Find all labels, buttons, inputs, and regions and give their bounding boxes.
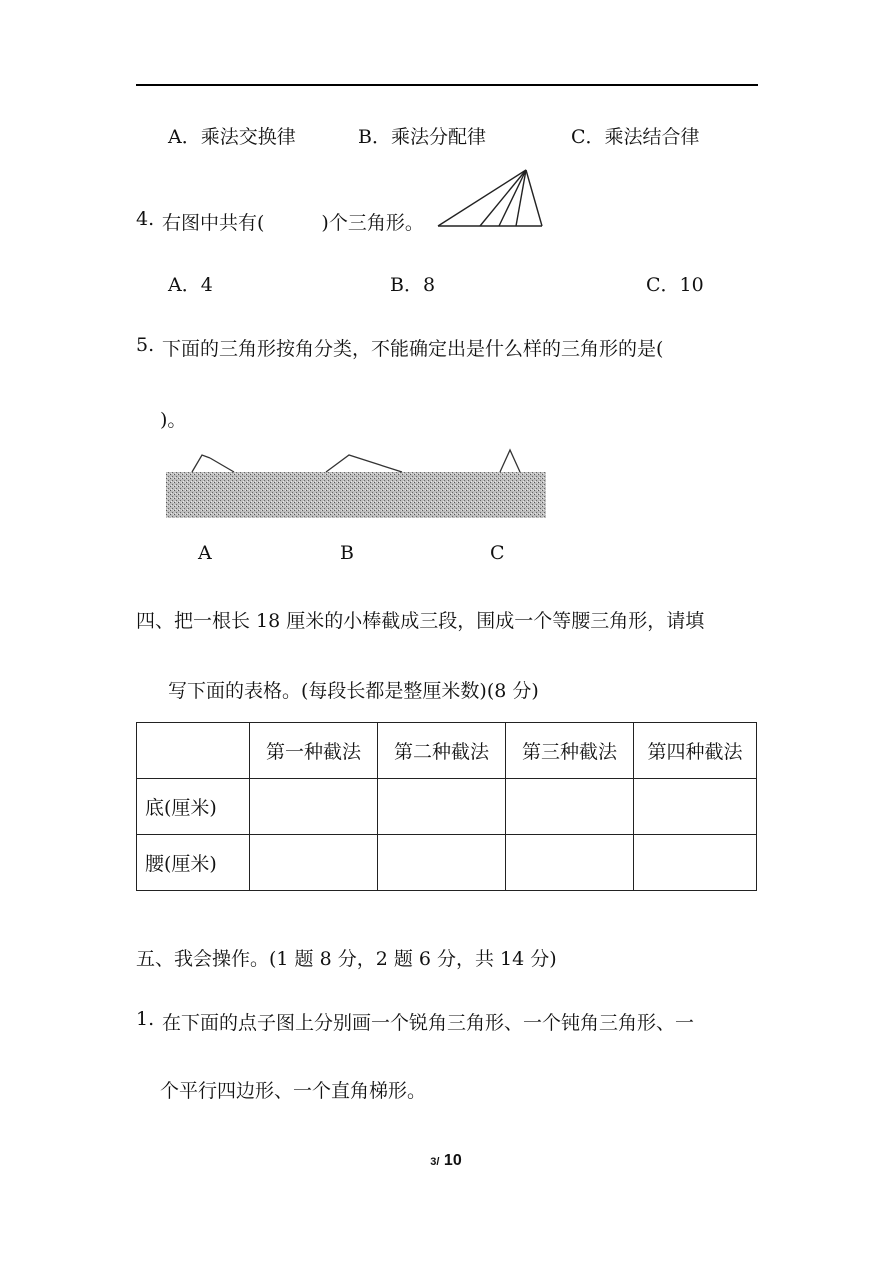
q4-option-a: A．4 [168,274,213,296]
triangle-b-corner [326,455,402,472]
q5-label-c: C [490,542,505,564]
table-header-corner [137,723,250,779]
q5-number: 5. [136,334,155,356]
table-header-cell: 第一种截法 [250,723,378,779]
answer-cell[interactable] [378,779,506,835]
table-header-cell: 第四种截法 [634,723,757,779]
q5-text: 下面的三角形按角分类，不能确定出是什么样的三角形的是( [162,338,664,360]
isosceles-cut-table [136,722,757,891]
answer-cell[interactable] [634,779,757,835]
table-header-cell: 第二种截法 [378,723,506,779]
hidden-triangles-figure [166,446,548,520]
section5-q1-text-cont: 个平行四边形、一个直角梯形。 [160,1080,427,1102]
table-row [137,779,757,835]
q3-option-b: B．乘法分配律 [358,126,486,148]
page-current: 3/ [430,1156,440,1168]
page-total: 10 [443,1152,462,1169]
section5-title: 五、我会操作。(1 题 8 分，2 题 6 分，共 14 分) [136,948,557,970]
section4-title-cont: 写下面的表格。(每段长都是整厘米数)(8 分) [168,680,539,702]
q4-option-c: C．10 [646,274,704,296]
row-label-base: 底(厘米) [137,779,250,835]
answer-cell[interactable] [506,835,634,891]
answer-cell[interactable] [250,835,378,891]
answer-cell[interactable] [250,779,378,835]
top-rule [136,84,758,86]
triangle-c-corner [500,450,520,472]
q4-text: 右图中共有( )个三角形。 [162,212,424,234]
page-number [0,1152,892,1170]
answer-cell[interactable] [506,779,634,835]
q3-option-a: A．乘法交换律 [168,126,296,148]
q4-number: 4. [136,208,155,230]
fan-triangles-figure [436,166,546,230]
section4-title: 四、把一根长 18 厘米的小棒截成三段，围成一个等腰三角形，请填 [136,610,705,632]
table-header-row [137,723,757,779]
q5-text-cont: )。 [160,409,187,431]
answer-cell[interactable] [634,835,757,891]
table-header-cell: 第三种截法 [506,723,634,779]
answer-cell[interactable] [378,835,506,891]
table-row [137,835,757,891]
q3-option-c: C．乘法结合律 [571,126,700,148]
q4-option-b: B．8 [390,274,436,296]
triangle-a-corner [192,455,210,472]
q5-label-a: A [198,542,212,564]
section5-q1-text: 在下面的点子图上分别画一个锐角三角形、一个钝角三角形、一 [162,1012,695,1034]
cover-board [166,472,546,518]
row-label-leg: 腰(厘米) [137,835,250,891]
section5-q1-number: 1. [136,1008,155,1030]
q5-label-b: B [340,542,354,564]
